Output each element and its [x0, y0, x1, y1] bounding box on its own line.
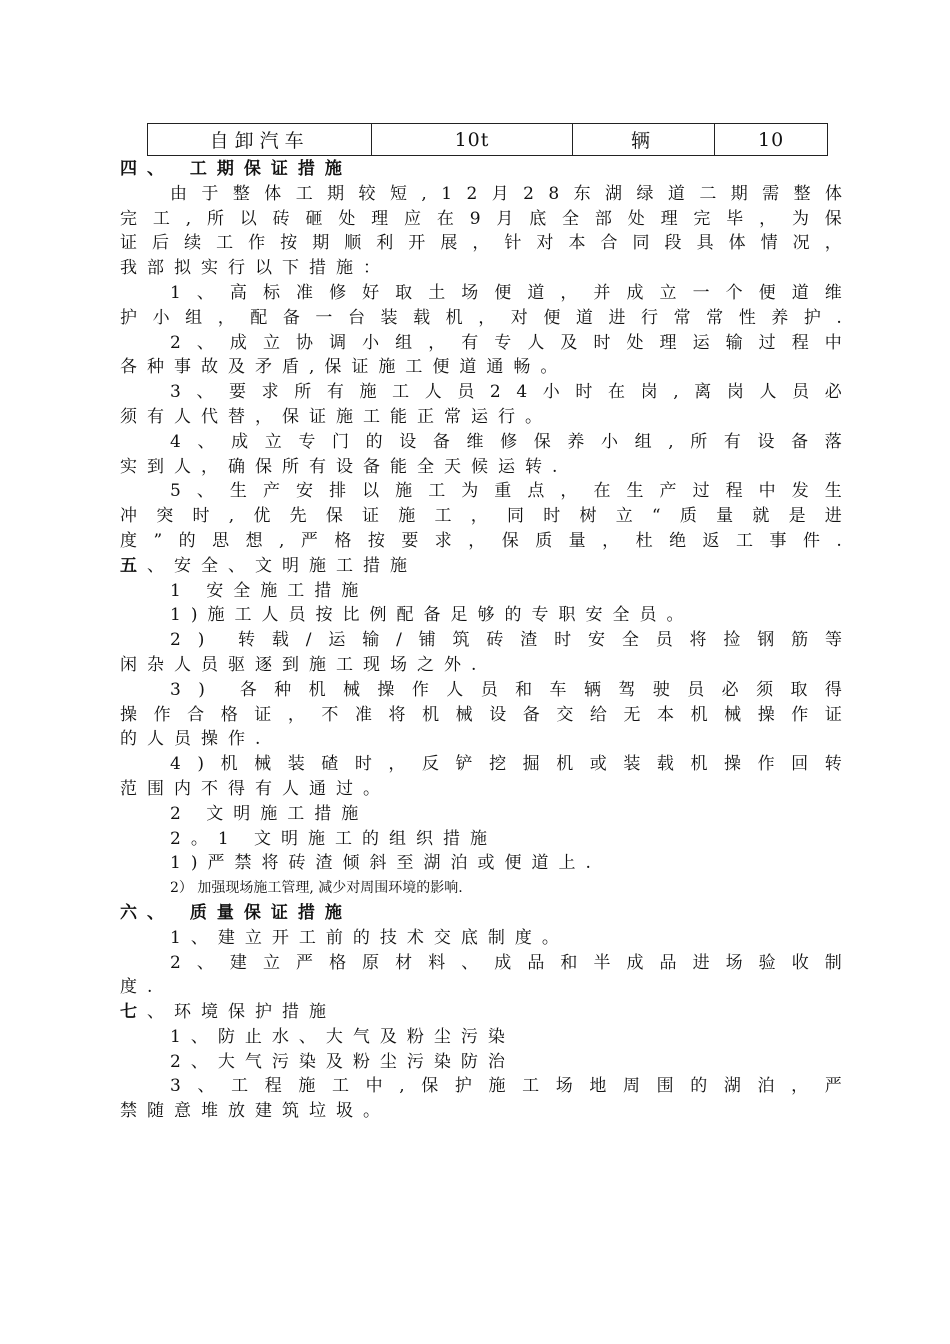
text-line: 2 文明施工措施 — [170, 803, 369, 824]
text-line: 禁随意堆放建筑垃圾。 — [120, 1101, 390, 1122]
text-line: 度. — [120, 977, 163, 998]
section-heading: 四、 工期保证措施 — [120, 159, 352, 179]
text-line: 1、建立开工前的技术交底制度。 — [170, 927, 569, 948]
text-line: 1 安全施工措施 — [170, 580, 369, 601]
text-line: 须有人代替，保证施工能正常运行。 — [120, 406, 552, 427]
table-cell-quantity: 10 — [715, 124, 828, 156]
text-line: 1 、 高 标 准 修 好 取 土 场 便 道 ， 并 成 立 一 个 便 道 维 — [170, 282, 842, 303]
text-line: 范围内不得有人通过。 — [120, 778, 390, 799]
text-line: 2。1 文明施工的组织措施 — [170, 828, 498, 849]
text-line: 5 、 生 产 安 排 以 施 工 为 重 点 ， 在 生 产 过 程 中 发 生 — [170, 481, 842, 502]
text-line: 操 作 合 格 证 ， 不 准 将 机 械 设 备 交 给 无 本 机 械 操 作 证 — [120, 704, 842, 725]
table-cell-spec: 10t — [372, 124, 572, 156]
document-body — [120, 157, 842, 1124]
text-line: 1、防止水、大气及粉尘污染 — [170, 1026, 515, 1047]
text-line: 1)施工人员按比例配备足够的专职安全员。 — [170, 605, 694, 626]
section-heading: 七、环境保护措施 — [120, 1002, 336, 1023]
text-line: 各种事故及矛盾,保证施工便道通畅。 — [120, 357, 568, 378]
text-line: 的人员操作. — [120, 729, 271, 750]
text-line: 1)严禁将砖渣倾斜至湖泊或便道上. — [170, 853, 601, 874]
text-line: 度 ” 的 思 想 , 严 格 按 要 求 ， 保 质 量 ， 杜 绝 返 工 事 件 . — [120, 530, 842, 551]
table-cell-unit: 辆 — [572, 124, 715, 156]
table-cell-name: 自卸汽车 — [148, 124, 372, 156]
equipment-table — [147, 123, 828, 156]
text-line: 4 ) 机 械 装 碴 时 ， 反 铲 挖 掘 机 或 装 载 机 操 作 回 转 — [170, 754, 842, 775]
text-line: 2 、 成 立 协 调 小 组 ， 有 专 人 及 时 处 理 运 输 过 程 中 — [170, 332, 842, 353]
text-line: 闲杂人员驱逐到施工现场之外. — [120, 654, 487, 675]
table-row — [148, 124, 828, 156]
text-line: 我部拟实行以下措施： — [120, 258, 390, 279]
text-line: 3 ) 各 种 机 械 操 作 人 员 和 车 辆 驾 驶 员 必 须 取 得 — [170, 679, 842, 700]
section-heading: 六、 质量保证措施 — [120, 902, 352, 923]
text-line: 2） 加强现场施工管理, 减少对周围环境的影响. — [170, 880, 463, 897]
text-line: 2 、 建 立 严 格 原 材 料 、 成 品 和 半 成 品 进 场 验 收 制 — [170, 952, 842, 973]
text-line: 实到人，确保所有设备能全天候运转. — [120, 456, 568, 477]
text-line: 护 小 组 ， 配 备 一 台 装 载 机 ， 对 便 道 进 行 常 常 性 养 护 . — [120, 307, 842, 328]
text-line: 3 、 要 求 所 有 施 工 人 员 2 4 小 时 在 岗 , 离 岗 人 员 必 — [170, 382, 842, 403]
section-heading: 五、安全、文明施工措施 — [120, 555, 417, 576]
text-line: 由 于 整 体 工 期 较 短 , 1 2 月 2 8 东 湖 绿 道 二 期 需 整 体 — [170, 183, 842, 204]
text-line: 3 、 工 程 施 工 中 , 保 护 施 工 场 地 周 围 的 湖 泊 ， 严 — [170, 1076, 842, 1097]
text-line: 2、大气污染及粉尘污染防治 — [170, 1051, 515, 1072]
text-line: 冲 突 时 , 优 先 保 证 施 工 ， 同 时 树 立 “ 质 量 就 是 进 — [120, 506, 842, 527]
text-line: 完 工 , 所 以 砖 砸 处 理 应 在 9 月 底 全 部 处 理 完 毕 ， 为 保 — [120, 208, 842, 229]
text-line: 证 后 续 工 作 按 期 顺 利 开 展 ， 针 对 本 合 同 段 具 体 情 况 ， — [120, 233, 842, 254]
text-line: 4 、 成 立 专 门 的 设 备 维 修 保 养 小 组 , 所 有 设 备 落 — [170, 431, 842, 452]
text-line: 2 ) 转 载 / 运 输 / 铺 筑 砖 渣 时 安 全 员 将 捡 钢 筋 等 — [170, 630, 842, 651]
